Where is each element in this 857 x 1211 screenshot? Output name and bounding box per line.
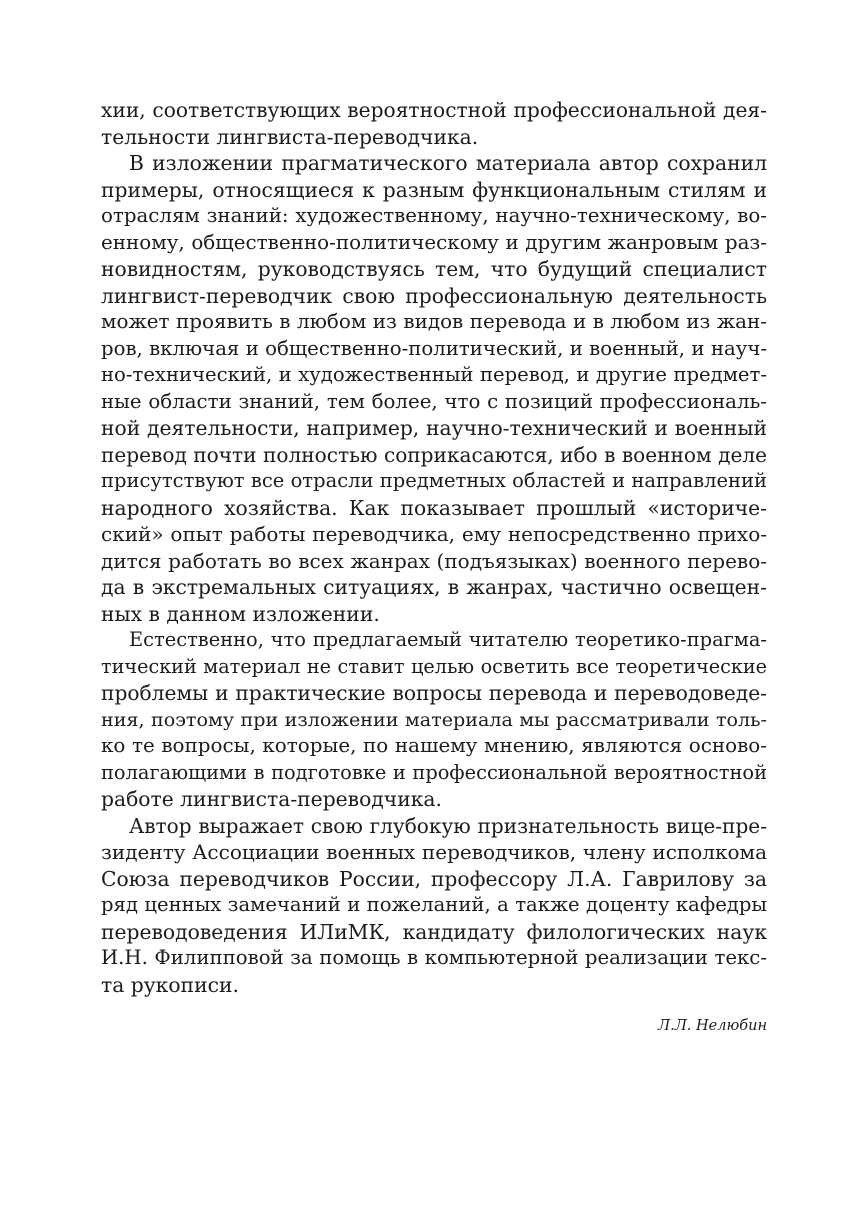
text-line: но-технический, и художественный перевод, и другие предмет- <box>101 363 767 386</box>
text-line: ные области знаний, тем более, что с позиций профессиональ- <box>101 389 767 413</box>
text-line: Естественно, что предлагаемый читателю теоретико-прагма- <box>129 628 767 651</box>
text-line: проблемы и практические вопросы перевода и переводоведе- <box>101 681 767 705</box>
text-line: переводоведения ИЛиМК, кандидату филологических наук <box>101 919 767 944</box>
text-line: ния, поэтому при изложении материала мы рассматривали толь- <box>101 707 767 731</box>
text-line: ский» опыт работы переводчика, ему непосредственно прихо- <box>101 522 767 546</box>
text-line: ных в данном изложении. <box>101 601 380 626</box>
paragraph-4 <box>101 813 767 999</box>
paragraph-3 <box>101 627 767 813</box>
text-line: может проявить в любом из видов перевода и в любом из жан- <box>101 310 767 333</box>
author-signature: Л.Л. Нелюбин <box>658 1018 767 1034</box>
text-line: народного хозяйства. Как показывает прошлый «историче- <box>101 495 767 520</box>
text-line: новидностям, руководствуясь тем, что будущий специалист <box>101 257 767 281</box>
text-line: ряд ценных замечаний и пожеланий, а также доценту кафедры <box>101 893 767 916</box>
paragraph-2 <box>101 150 767 627</box>
text-line: примеры, относящиеся к разным функциональным стилям и <box>101 177 767 202</box>
text-line: работе лингвиста-переводчика. <box>101 787 442 811</box>
text-line: Автор выражает свою глубокую признательность вице-пре- <box>129 813 767 838</box>
text-line: В изложении прагматического материала автор сохранил <box>129 151 767 175</box>
text-line: зиденту Ассоциации военных переводчиков, члену исполкома <box>101 840 767 864</box>
text-line: перевод почти полностью соприкасаются, ибо в военном деле <box>101 442 767 467</box>
text-line: лингвист-переводчик свою профессиональную деятельность <box>101 283 767 308</box>
text-line: хии, соответствующих вероятностной профессиональной дея- <box>101 98 767 122</box>
document-body <box>101 97 767 998</box>
text-line: енному, общественно-политическому и другим жанровым раз- <box>101 230 767 254</box>
text-line: присутствуют все отрасли предметных областей и направлений <box>101 469 767 492</box>
text-line: ко те вопросы, которые, по нашему мнению, являются осново- <box>101 734 767 757</box>
text-line: да в экстремальных ситуациях, в жанрах, частично освещен- <box>101 575 767 599</box>
text-line: отраслям знаний: художественному, научно-техническому, во- <box>101 204 767 227</box>
text-line: та рукописи. <box>101 972 239 997</box>
text-line: тический материал не ставит целью осветить все теоретические <box>101 654 767 678</box>
text-line: ной деятельности, например, научно-технический и военный <box>101 416 767 440</box>
text-line: Союза переводчиков России, профессору Л.А. Гаврилову за <box>101 866 767 891</box>
text-line: дится работать во всех жанрах (подъязыках) военного перево- <box>101 548 767 573</box>
paragraph-1 <box>101 97 767 150</box>
text-line: полагающими в подготовке и профессиональной вероятностной <box>101 760 767 784</box>
text-line: тельности лингвиста-переводчика. <box>101 124 479 149</box>
text-line: И.Н. Филипповой за помощь в компьютерной реализации текс- <box>101 946 767 969</box>
text-line: ров, включая и общественно-политический, и военный, и науч- <box>101 336 767 360</box>
